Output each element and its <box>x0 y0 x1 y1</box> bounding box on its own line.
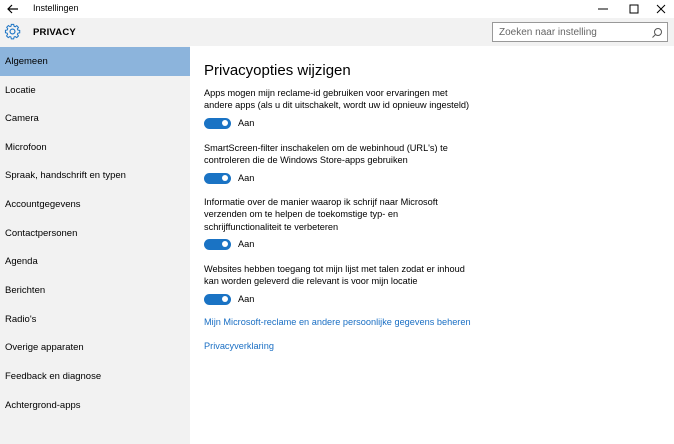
title-bar <box>0 0 674 18</box>
typing-info-toggle[interactable] <box>204 239 231 250</box>
setting-description: SmartScreen-filter inschakelen om de webinhoud (URL's) te controleren die de Windows Store-apps gebruiken <box>204 143 448 166</box>
sidebar-item-contactpersonen[interactable]: Contactpersonen <box>5 228 78 239</box>
sidebar-item-radios[interactable]: Radio's <box>5 314 37 325</box>
search-input[interactable] <box>493 23 643 41</box>
page-title: Privacyopties wijzigen <box>204 62 351 79</box>
advertising-id-toggle[interactable] <box>204 118 231 129</box>
setting-description: Informatie over de manier waarop ik schrijf naar Microsoft verzenden om te helpen de toekomstige typ- en schrijffunctionaliteit te verbeteren <box>204 197 438 232</box>
language-list-toggle[interactable] <box>204 294 231 305</box>
search-box[interactable] <box>492 22 668 42</box>
sidebar-item-locatie[interactable]: Locatie <box>5 85 36 96</box>
page-section-title: PRIVACY <box>33 27 76 38</box>
settings-header <box>0 18 674 46</box>
sidebar-item-accountgegevens[interactable]: Accountgegevens <box>5 199 81 210</box>
window-title: Instellingen <box>33 3 79 13</box>
sidebar-item-camera[interactable]: Camera <box>5 113 39 124</box>
toggle-state-label: Aan <box>238 118 255 129</box>
toggle-state-label: Aan <box>238 239 255 250</box>
toggle-row <box>204 239 474 250</box>
sidebar-item-algemeen[interactable]: Algemeen <box>0 47 190 76</box>
privacy-statement-link[interactable]: Privacyverklaring <box>204 341 274 351</box>
main-content <box>190 46 674 444</box>
search-icon[interactable] <box>651 26 663 38</box>
sidebar <box>0 46 190 444</box>
sidebar-item-overige-apparaten[interactable]: Overige apparaten <box>5 342 84 353</box>
setting-language-list <box>204 263 474 305</box>
toggle-row <box>204 118 474 129</box>
maximize-icon[interactable] <box>619 0 649 18</box>
sidebar-item-microfoon[interactable]: Microfoon <box>5 142 47 153</box>
setting-description: Websites hebben toegang tot mijn lijst met talen zodat er inhoud kan worden geleverd die relevant is voor mijn locatie <box>204 264 465 287</box>
gear-icon <box>4 23 21 40</box>
close-icon[interactable] <box>646 0 674 18</box>
sidebar-item-spraak[interactable]: Spraak, handschrift en typen <box>5 170 126 181</box>
toggle-row <box>204 294 474 305</box>
setting-typing-info <box>204 196 474 250</box>
sidebar-item-achtergrond-apps[interactable]: Achtergrond-apps <box>5 400 81 411</box>
setting-description: Apps mogen mijn reclame-id gebruiken voor ervaringen met andere apps (als u dit uitschakelt, wordt uw id opnieuw ingesteld) <box>204 88 470 111</box>
toggle-state-label: Aan <box>238 294 255 305</box>
setting-smartscreen <box>204 142 474 184</box>
toggle-state-label: Aan <box>238 173 255 184</box>
toggle-row <box>204 173 474 184</box>
sidebar-item-berichten[interactable]: Berichten <box>5 285 46 296</box>
back-arrow-icon[interactable] <box>5 1 21 17</box>
setting-advertising-id <box>204 87 474 129</box>
smartscreen-toggle[interactable] <box>204 173 231 184</box>
sidebar-item-feedback[interactable]: Feedback en diagnose <box>5 371 102 382</box>
sidebar-item-agenda[interactable]: Agenda <box>5 256 38 267</box>
manage-ads-link[interactable]: Mijn Microsoft-reclame en andere persoonlijke gegevens beheren <box>204 317 471 327</box>
minimize-icon[interactable] <box>588 0 618 18</box>
